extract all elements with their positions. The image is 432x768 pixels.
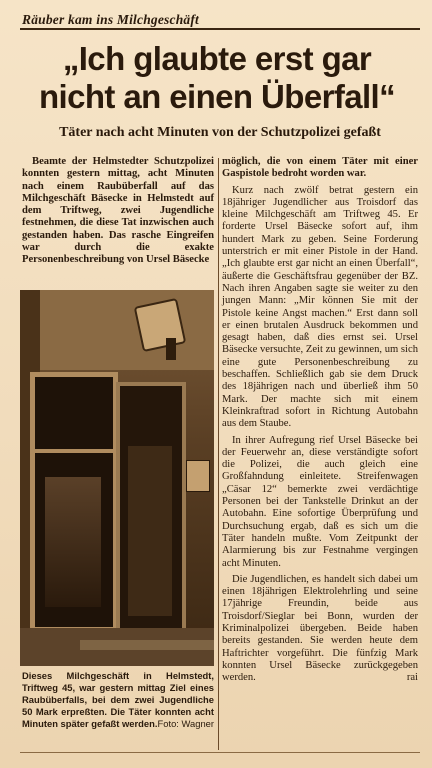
photo-facade xyxy=(40,290,214,370)
photo-caption xyxy=(22,670,214,730)
shop-photo xyxy=(20,290,214,666)
photo-step xyxy=(80,640,214,650)
body-paragraph-1: Kurz nach zwölf betrat gestern ein 18jähriger Jugendlicher aus Troisdorf das kleine Milchgeschäft am Triftweg 45. Er forderte Ursel Bäsecke sofort auf, ihm hundert Mark zu geben. Seine Forderung unterstrich er mit einer Pistole in der Hand. „Ich glaubte erst gar nicht an einen Überfall“, äußerte die Geschäftsfrau gegenüber der BZ. Nach ihren Angaben sagte sie weiter zu den jungen Mann: „Mir können Sie mit der Pistole keine Angst machen.“ Erst dann soll er einen brutalen Ausdruck bekommen und gesagt haben, daß dies ernst sei. Ursel Bäsecke versuchte, Zeit zu gewinnen, um sich eine gute Personenbeschreibung zu beschaffen. Schließlich gab sie dem Druck des 18jährigen nach und überließ ihm 50 Mark. Der machte sich mit einem Kleinkraftrad sofort in Richtung Autobahn aus dem Staube. xyxy=(222,184,418,430)
bottom-rule xyxy=(20,752,420,753)
headline-line-2: nicht an einen Überfall“ xyxy=(39,78,395,115)
headline xyxy=(12,40,422,116)
photo-shop-sign xyxy=(134,298,187,352)
photo-door xyxy=(128,446,172,616)
left-column xyxy=(22,156,214,271)
lead-paragraph: Beamte der Helmstedter Schutzpolizei konnten gestern mittag, acht Minuten nach einem Raubüberfall auf das Milchgeschäft Bäsecke in Helmstedt auf dem Triftweg, zwei Jugendliche festnehmen, die diese Tat inzwischen auch gestanden haben. Das rasche Eingreifen war durch die exakte Personenbeschreibung von Ursel Bäsecke xyxy=(22,156,214,266)
kicker: Räuber kam ins Milchgeschäft xyxy=(22,12,199,27)
photo-house-plate xyxy=(186,460,210,492)
photo-window-pane xyxy=(45,477,101,607)
subheadline: Täter nach acht Minuten von der Schutzpolizei gefaßt xyxy=(59,125,381,140)
photo-window-mullion xyxy=(35,449,113,453)
body-paragraph-3 xyxy=(222,574,418,685)
photo-doorway xyxy=(116,382,186,636)
author-sign-off: rai xyxy=(406,672,418,684)
photo-sign-bracket xyxy=(166,338,176,360)
caption-text: Dieses Milchgeschäft in Helmstedt, Triftweg 45, war gestern mittag Ziel eines Raubüberfalls, bei dem zwei Jugendliche 50 Mark erpreßten. Die Täter konnten acht Minuten später gefaßt werden. xyxy=(22,670,214,729)
right-column xyxy=(222,156,418,688)
photo-shop-window xyxy=(30,372,118,632)
column-divider xyxy=(218,158,219,750)
continuation-paragraph: möglich, die von einem Täter mit einer Gaspistole bedroht worden war. xyxy=(222,156,418,180)
headline-line-1: „Ich glaubte erst gar xyxy=(62,40,372,77)
top-rule xyxy=(20,28,420,30)
photo-credit: Foto: Wagner xyxy=(157,717,214,729)
body-paragraph-2: In ihrer Aufregung rief Ursel Bäsecke bei der Feuerwehr an, diese verständigte sofort die Polizei, die auch gleich eine Großfahndung einleitete. Streifenwagen „Cäsar 12“ bemerkte zwei verdächtige Personen bei der Tankstelle Drinkut an der Autobahn. Eine sofortige Überprüfung und Durchsuchung ergab, daß es sich um die Täter handeln mußte. Vom Zeitpunkt der Alarmierung bis zur Festnahme vergingen acht Minuten. xyxy=(222,434,418,569)
body-paragraph-3-text: Die Jugendlichen, es handelt sich dabei um einen 18jährigen Elektrolehrling und seine 17jährige Freundin, beide aus Troisdorf/Sieglar bei Bonn, wurden der Kriminalpolizei übergeben. Beide haben bereits gestanden. Sie werden heute dem Haftrichter vorgeführt. Die fünfzig Mark konnten Ursel Bäsecke zurückgegeben werden. xyxy=(222,573,418,684)
